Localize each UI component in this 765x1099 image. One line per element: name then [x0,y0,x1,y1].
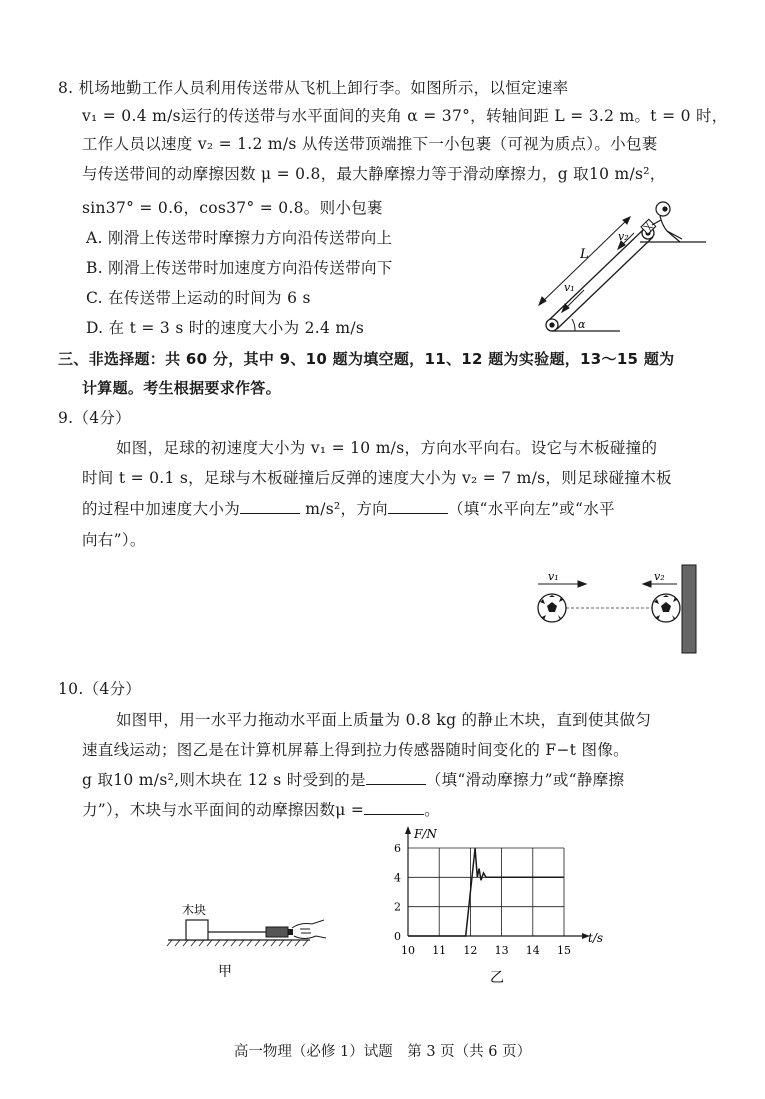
q9-answer-blank-1[interactable] [240,499,300,514]
block-label: 木块 [182,903,207,917]
q10-line-3-part-b: （填“滑动摩擦力”或“静摩擦 [425,771,625,789]
q9-line-2: 时间 t = 0.1 s，足球与木板碰撞后反弹的速度大小为 v₂ = 7 m/s，则足球碰撞木板 [82,469,672,487]
q10-line-3-part-a: g 取10 m/s²,则木块在 12 s 时受到的是 [82,771,366,789]
q9-answer-blank-2[interactable] [388,499,448,514]
belt [546,227,654,331]
y-tick-label: 4 [394,871,401,885]
q8-line-5: sin37° = 0.6，cos37° = 0.8。则小包裹 [82,199,383,217]
q8-line-2: v₁ = 0.4 m/s运行的传送带与水平面间的夹角 α = 37°，转轴间距 L = 3.2 m。t = 0 时， [82,107,728,125]
q10-line-4-part-a: 力”），木块与水平面间的动摩擦因数μ = [82,801,365,819]
x-tick-label: 12 [463,944,478,957]
q8-option-b: B. 刚滑上传送带时加速度方向沿传送带向下 [86,259,393,277]
q9-line-3-part-a: 的过程中加速度大小为 [82,500,241,518]
q8-line-3: 工作人员以速度 v₂ = 1.2 m/s 从传送带顶端推下一小包裹（可视为质点）。小包裹 [82,135,658,153]
figure-yi-ft-chart [380,822,610,992]
soccer-ball-figure [528,562,708,657]
figure-jia-caption: 甲 [218,964,232,980]
q10-answer-blank-2[interactable] [364,800,424,815]
hand-icon [292,920,326,939]
q9-line-1: 如图，足球的初速度大小为 v₁ = 10 m/s，方向水平向右。设它与木板碰撞的 [116,439,658,457]
q10-header: 10.（4分） [58,680,142,698]
soccer-ball-icon-right [652,594,680,622]
x-axis-label: t/s [588,931,604,945]
y-axis-label: F/N [414,827,437,841]
worker-icon [652,202,682,242]
q8-line-4: 与传送带间的动摩擦因数 μ = 0.8，最大静摩擦力等于滑动摩擦力，g 取10 m/s²， [82,165,666,183]
q8-line-1: 8. 机场地勤工作人员利用传送带从飞机上卸行李。如图所示，以恒定速率 [58,79,569,97]
y-tick-label: 6 [394,842,401,855]
conveyor-belt-figure [530,195,710,340]
x-tick-label: 10 [401,944,415,957]
wooden-board [682,565,696,653]
q9-header: 9.（4分） [58,409,131,427]
v2-label: v₂ [618,230,629,243]
q10-answer-blank-1[interactable] [366,770,426,785]
v1-label: v₁ [548,570,559,583]
y-axis-arrow [405,826,411,834]
x-tick-label: 14 [525,944,540,957]
alpha-label: α [578,318,586,331]
q10-line-1: 如图甲，用一水平力拖动水平面上质量为 0.8 kg 的静止木块，直到使其做匀 [116,711,652,729]
figure-jia [160,896,335,986]
q8-option-c: C. 在传送带上运动的时间为 6 s [86,289,311,307]
l-label: L [580,247,589,262]
x-tick-label: 11 [432,944,447,957]
series-line-0 [408,848,564,936]
q9-line-3-part-b: m/s²，方向 [300,500,388,518]
q9-line-3-part-c: （填“水平向左”或“水平 [447,500,615,518]
q10-line-2: 速直线运动；图乙是在计算机屏幕上得到拉力传感器随时间变化的 F−t 图像。 [82,741,629,759]
section-3-line-2: 计算题。考生根据要求作答。 [82,379,281,397]
q9-line-4: 向右”）。 [82,531,146,549]
section-3-line-1: 三、非选择题：共 60 分，其中 9、10 题为填空题，11、12 题为实验题，13～15 题为 [58,350,675,368]
x-tick-label: 15 [557,944,571,957]
y-tick-label: 0 [394,930,401,943]
q9-line-3 [82,499,615,519]
page-footer: 高一物理（必修 1）试题 第 3 页（共 6 页） [233,1044,532,1060]
q10-line-4 [82,800,440,820]
figure-yi-caption: 乙 [490,970,504,986]
q10-line-4-part-b: 。 [424,801,440,819]
q10-line-3 [82,770,624,790]
v2-label: v₂ [654,570,665,583]
y-tick-label: 2 [394,900,401,914]
force-sensor [266,927,288,937]
wooden-block [186,920,208,940]
soccer-ball-icon-left [538,594,566,622]
q8-option-a: A. 刚滑上传送带时摩擦力方向沿传送带向上 [86,229,393,247]
x-tick-label: 13 [494,944,509,957]
v1-label: v₁ [564,281,575,294]
q8-option-d: D. 在 t = 3 s 时的速度大小为 2.4 m/s [86,319,365,337]
